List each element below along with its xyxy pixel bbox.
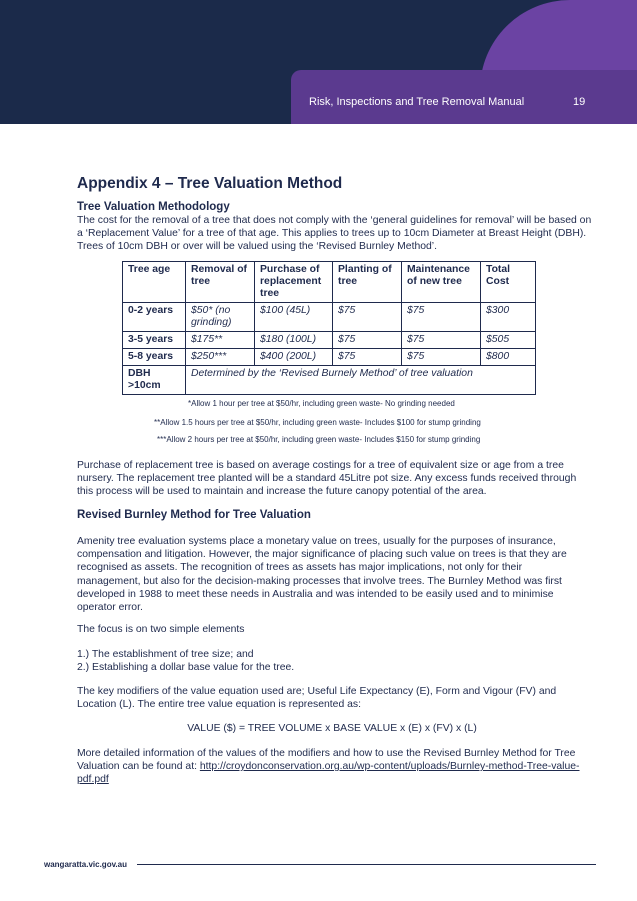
table-row xyxy=(123,332,536,349)
table-cell: $100 (45L) xyxy=(255,303,333,332)
footnote-3: ***Allow 2 hours per tree at $50/hr, including green waste- Includes $150 for stump grinding xyxy=(157,435,481,444)
table-cell: $250*** xyxy=(186,349,255,366)
dbh-text-cell: Determined by the ‘Revised Burnely Method’ of tree valuation xyxy=(186,366,536,395)
table-cell: $800 xyxy=(481,349,536,366)
table-row xyxy=(123,349,536,366)
table-cell: $75 xyxy=(333,332,402,349)
table-cell: $180 (100L) xyxy=(255,332,333,349)
table-cell: $75 xyxy=(333,303,402,332)
footnote-1: *Allow 1 hour per tree at $50/hr, including green waste- No grinding needed xyxy=(188,399,455,408)
table-cell: $400 (200L) xyxy=(255,349,333,366)
running-title: Risk, Inspections and Tree Removal Manual xyxy=(309,96,525,108)
table-cell: $300 xyxy=(481,303,536,332)
section-title-burnley: Revised Burnley Method for Tree Valuation xyxy=(77,509,311,521)
header-cell: Planting of tree xyxy=(333,262,402,303)
footer-website: wangaratta.vic.gov.au xyxy=(44,860,127,869)
table-header-row xyxy=(123,262,536,303)
section-title-methodology: Tree Valuation Methodology xyxy=(77,201,230,213)
table-row-dbh xyxy=(123,366,536,395)
appendix-heading: Appendix 4 – Tree Valuation Method xyxy=(77,175,343,192)
page-number: 19 xyxy=(573,96,586,108)
header-cell: Total Cost xyxy=(481,262,536,303)
footer-divider xyxy=(137,864,596,865)
table-cell: $505 xyxy=(481,332,536,349)
table-cell: $50* (no grinding) xyxy=(186,303,255,332)
table-cell: $175** xyxy=(186,332,255,349)
dbh-label-cell: DBH >10cm xyxy=(123,366,186,395)
table-cell: $75 xyxy=(402,332,481,349)
header-cell: Maintenance of new tree xyxy=(402,262,481,303)
table-cell: $75 xyxy=(402,349,481,366)
burnley-method-link[interactable]: http://croydonconservation.org.au/wp-content/uploads/Burnley-method-Tree-value-pdf.pdf xyxy=(77,761,580,786)
methodology-paragraph: The cost for the removal of a tree that does not comply with the ‘general guidelines for removal’ will be based on a ‘Replacement Value’ for a tree of that age. This applies to trees up to 10cm Diameter at Breast Height (DBH). Trees of 10cm DBH or over will be valued using the ‘Revised Burnley Method’. xyxy=(77,215,592,253)
more-info-text: More detailed information of the values of the modifiers and how to use the Revised Burnley Method for Tree Valuation can be found at: xyxy=(77,748,576,773)
header-cell: Removal of tree xyxy=(186,262,255,303)
table-cell: $75 xyxy=(333,349,402,366)
list-item: 2.) Establishing a dollar base value for the tree. xyxy=(77,662,295,674)
age-cell: 3-5 years xyxy=(123,332,186,349)
age-cell: 0-2 years xyxy=(123,303,186,332)
valuation-table-wrap xyxy=(122,261,536,395)
footnote-2: **Allow 1.5 hours per tree at $50/hr, including green waste- Includes $100 for stump grinding xyxy=(154,418,481,427)
table-row xyxy=(123,303,536,332)
age-cell: 5-8 years xyxy=(123,349,186,366)
valuation-table xyxy=(122,261,536,395)
list-item: 1.) The establishment of tree size; and xyxy=(77,649,254,660)
header-cell: Purchase of replacement tree xyxy=(255,262,333,303)
burnley-paragraph-4 xyxy=(77,747,582,787)
replacement-paragraph: Purchase of replacement tree is based on average costings for a tree of equivalent size or age from a tree nursery. The replacement tree planted will be a standard 45Litre pot size. Any excess funds received through this process will be used to maintain and increase the future canopy potential of the area. xyxy=(77,460,577,498)
table-cell: $75 xyxy=(402,303,481,332)
burnley-paragraph-2: The focus is on two simple elements xyxy=(77,624,245,635)
burnley-paragraph-1: Amenity tree evaluation systems place a monetary value on trees, usually for the purposes of insurance, compensation and litigation. However, the major significance of placing such value on trees is that they are recognised as assets. The recognition of trees as assets has major implications, not only for their management, but also for the decision-making processes that involve trees. The Burnley Method was first developed in 1988 to meet these needs in Australia and was intended to be easily used and to minimise operator error. xyxy=(77,536,567,614)
header-cell: Tree age xyxy=(123,262,186,303)
burnley-paragraph-3: The key modifiers of the value equation used are; Useful Life Expectancy (E), Form and Vigour (FV) and Location (L). The entire tree value equation is represented as: xyxy=(77,686,557,711)
value-equation: VALUE ($) = TREE VOLUME x BASE VALUE x (E) x (FV) x (L) xyxy=(187,723,477,734)
